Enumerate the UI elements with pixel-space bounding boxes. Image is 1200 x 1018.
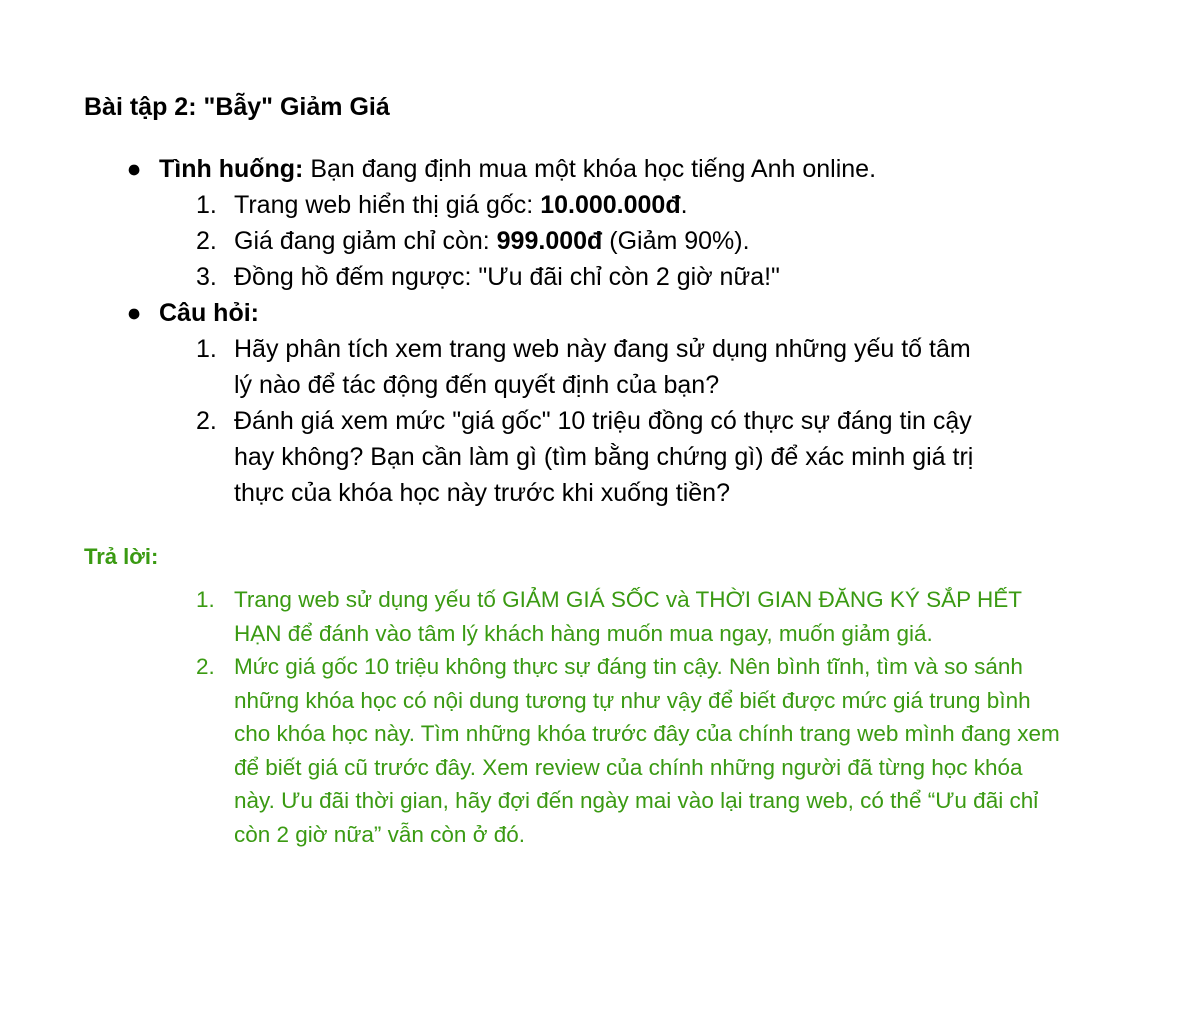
- answers-list: [84, 583, 1084, 851]
- list-number: 1.: [196, 335, 217, 363]
- situation-list: [159, 187, 1084, 295]
- sale-price: 999.000đ: [496, 227, 603, 255]
- list-number: 3.: [196, 263, 217, 291]
- list-item: [159, 403, 974, 511]
- item-text: Đồng hồ đếm ngược: "Ưu đãi chỉ còn 2 giờ nữa!": [234, 263, 780, 291]
- item-text: Giá đang giảm chỉ còn:: [234, 227, 497, 255]
- question-text: Đánh giá xem mức "giá gốc" 10 triệu đồng có thực sự đáng tin cậy hay không? Bạn cần làm gì (tìm bằng chứng gì) để xác minh giá trị thực của khóa học này trước khi xuống tiền?: [234, 407, 974, 507]
- list-item: [84, 583, 1064, 650]
- original-price: 10.000.000đ: [540, 191, 681, 219]
- list-number: 1.: [196, 587, 215, 612]
- list-item: [159, 223, 974, 259]
- situation-heading: Tình huống:: [159, 155, 304, 183]
- answer-label: Trả lời:: [84, 544, 159, 569]
- item-text-end: .: [680, 191, 688, 219]
- list-item: [159, 259, 974, 295]
- answer-text: Mức giá gốc 10 triệu không thực sự đáng tin cậy. Nên bình tĩnh, tìm và so sánh những khóa học có nội dung tương tự như vậy để biết được mức giá trung bình cho khóa học này. Tìm những khóa trước đây của chính trang web mình đang xem để biết giá cũ trước đây. Xem review của chính những người đã từng học khóa này. Ưu đãi thời gian, hãy đợi đến ngày mai vào lại trang web, có thể “Ưu đãi chỉ còn 2 giờ nữa” vẫn còn ở đó.: [234, 654, 1060, 847]
- situation-text: Bạn đang định mua một khóa học tiếng Anh online.: [303, 155, 877, 183]
- list-number: 2.: [196, 407, 217, 435]
- list-number: 2.: [196, 654, 215, 679]
- answer-text: Trang web sử dụng yếu tố GIẢM GIÁ SỐC và THỜI GIAN ĐĂNG KÝ SẮP HẾT HẠN để đánh vào tâm lý khách hàng muốn mua ngay, muốn giảm giá.: [234, 587, 1022, 646]
- list-number: 1.: [196, 191, 217, 219]
- situation-bullet: [84, 151, 1084, 295]
- questions-list: [159, 331, 1084, 511]
- list-item: [159, 331, 974, 403]
- questions-heading: Câu hỏi:: [159, 299, 259, 327]
- item-text: Trang web hiển thị giá gốc:: [234, 191, 541, 219]
- bullet-dot-icon: ●: [126, 155, 142, 183]
- questions-bullet: [84, 295, 1084, 511]
- item-text-end: (Giảm 90%).: [602, 227, 750, 255]
- list-item: [159, 187, 974, 223]
- bullet-dot-icon: ●: [126, 299, 142, 327]
- exercise-bullets: [84, 151, 1084, 511]
- list-item: [84, 650, 1064, 851]
- exercise-title: Bài tập 2: "Bẫy" Giảm Giá: [84, 93, 390, 121]
- list-number: 2.: [196, 227, 217, 255]
- question-text: Hãy phân tích xem trang web này đang sử dụng những yếu tố tâm lý nào để tác động đến quyết định của bạn?: [234, 335, 971, 399]
